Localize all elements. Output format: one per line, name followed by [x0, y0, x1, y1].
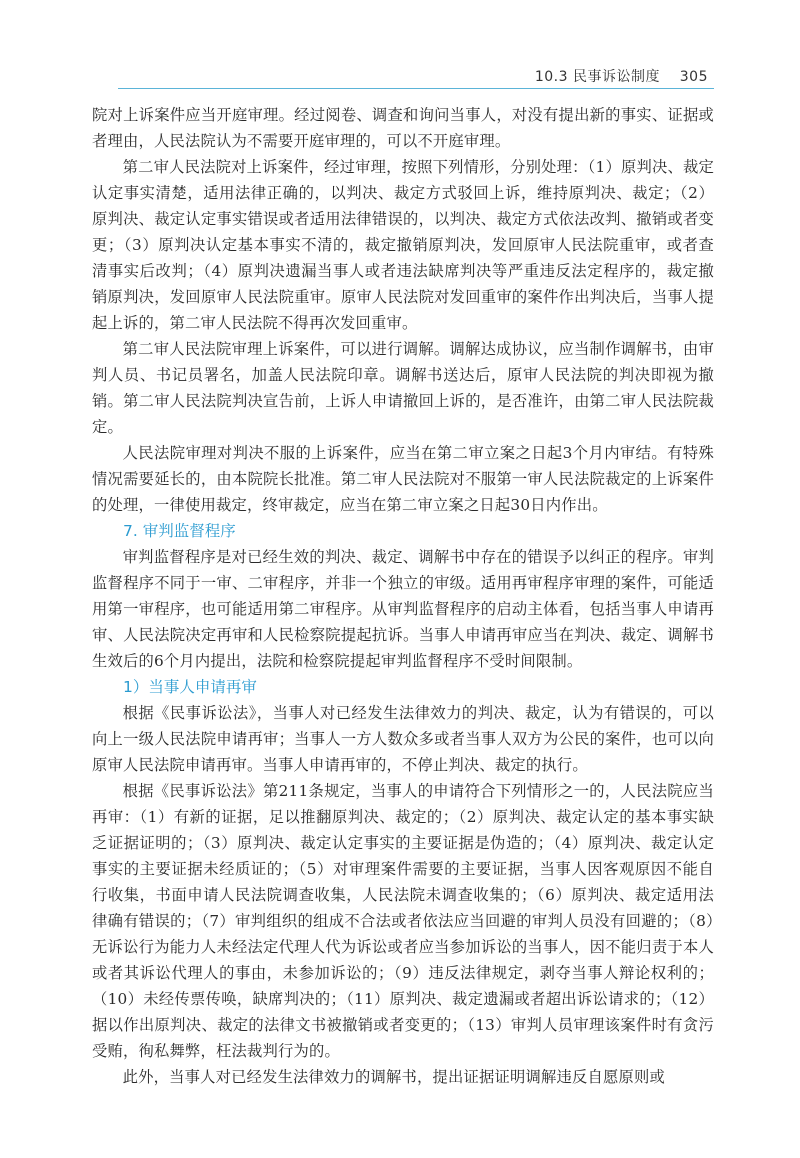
header-section: 10.3 民事诉讼制度: [534, 69, 660, 85]
paragraph-trial-supervision: 审判监督程序是对已经生效的判决、裁定、调解书中存在的错误予以纠正的程序。审判监督程序不同于一审、二审程序，并非一个独立的审级。适用再审程序审理的案件，可能适用第一审程序，也可能适用第二审程序。从审判监督程序的启动主体看，包括当事人申请再审、人民法院决定再审和人民检察院提起抗诉。当事人申请再审应当在判决、裁定、调解书生效后的6个月内提出，法院和检察院提起审判监督程序不受时间限制。: [92, 548, 714, 670]
page-number: 305: [679, 69, 708, 85]
running-header: [118, 66, 714, 88]
paragraph-appeal-handling: 第二审人民法院对上诉案件，经过审理，按照下列情形，分别处理：（1）原判决、裁定认定事实清楚，适用法律正确的，以判决、裁定方式驳回上诉，维持原判决、裁定；（2）原判决、裁定认定事实错误或者适用法律错误的，以判决、裁定方式依法改判、撤销或者变更；（3）原判决认定基本事实不清的，裁定撤销原判决，发回原审人民法院重审，或者查清事实后改判；（4）原判决遗漏当事人或者违法缺席判决等严重违反法定程序的，裁定撤销原判决，发回原审人民法院重审。原审人民法院对发回重审的案件作出判决后，当事人提起上诉的，第二审人民法院不得再次发回重审。: [92, 158, 714, 332]
section-heading-7: 7. 审判监督程序: [123, 522, 236, 540]
paragraph-appeal-deadline: 人民法院审理对判决不服的上诉案件，应当在第二审立案之日起3个月内审结。有特殊情况需要延长的，由本院院长批准。第二审人民法院对不服第一审人民法院裁定的上诉案件的处理，一律使用裁定，终审裁定，应当在第二审立案之日起30日内作出。: [92, 444, 714, 514]
page-body: [92, 102, 714, 1090]
paragraph-retrial-application: 根据《民事诉讼法》，当事人对已经发生法律效力的判决、裁定，认为有错误的，可以向上一级人民法院申请再审；当事人一方人数众多或者当事人双方为公民的案件，也可以向原审人民法院申请再审。当事人申请再审的，不停止判决、裁定的执行。: [92, 704, 714, 774]
paragraph-appeal-mediation: 第二审人民法院审理上诉案件，可以进行调解。调解达成协议，应当制作调解书，由审判人员、书记员署名，加盖人民法院印章。调解书送达后，原审人民法院的判决即视为撤销。第二审人民法院判决宣告前，上诉人申请撤回上诉的，是否准许，由第二审人民法院裁定。: [92, 340, 714, 436]
header-rule: [118, 88, 714, 89]
paragraph-mediation-retrial: 此外，当事人对已经发生法律效力的调解书，提出证据证明调解违反自愿原则或: [122, 1068, 665, 1086]
subsection-heading-1: 1）当事人申请再审: [123, 678, 257, 696]
paragraph-continued: 院对上诉案件应当开庭审理。经过阅卷、调查和询问当事人，对没有提出新的事实、证据或者理由，人民法院认为不需要开庭审理的，可以不开庭审理。: [92, 106, 714, 150]
paragraph-retrial-grounds: 根据《民事诉讼法》第211条规定，当事人的申请符合下列情形之一的，人民法院应当再审：（1）有新的证据，足以推翻原判决、裁定的；（2）原判决、裁定认定的基本事实缺乏证据证明的；（3）原判决、裁定认定事实的主要证据是伪造的；（4）原判决、裁定认定事实的主要证据未经质证的；（5）对审理案件需要的主要证据，当事人因客观原因不能自行收集，书面申请人民法院调查收集，人民法院未调查收集的；（6）原判决、裁定适用法律确有错误的；（7）审判组织的组成不合法或者依法应当回避的审判人员没有回避的；（8）无诉讼行为能力人未经法定代理人代为诉讼或者应当参加诉讼的当事人，因不能归责于本人或者其诉讼代理人的事由，未参加诉讼的；（9）违反法律规定，剥夺当事人辩论权利的；（10）未经传票传唤，缺席判决的；（11）原判决、裁定遗漏或者超出诉讼请求的；（12）据以作出原判决、裁定的法律文书被撤销或者变更的；（13）审判人员审理该案件时有贪污受贿，徇私舞弊，枉法裁判行为的。: [92, 782, 714, 1060]
